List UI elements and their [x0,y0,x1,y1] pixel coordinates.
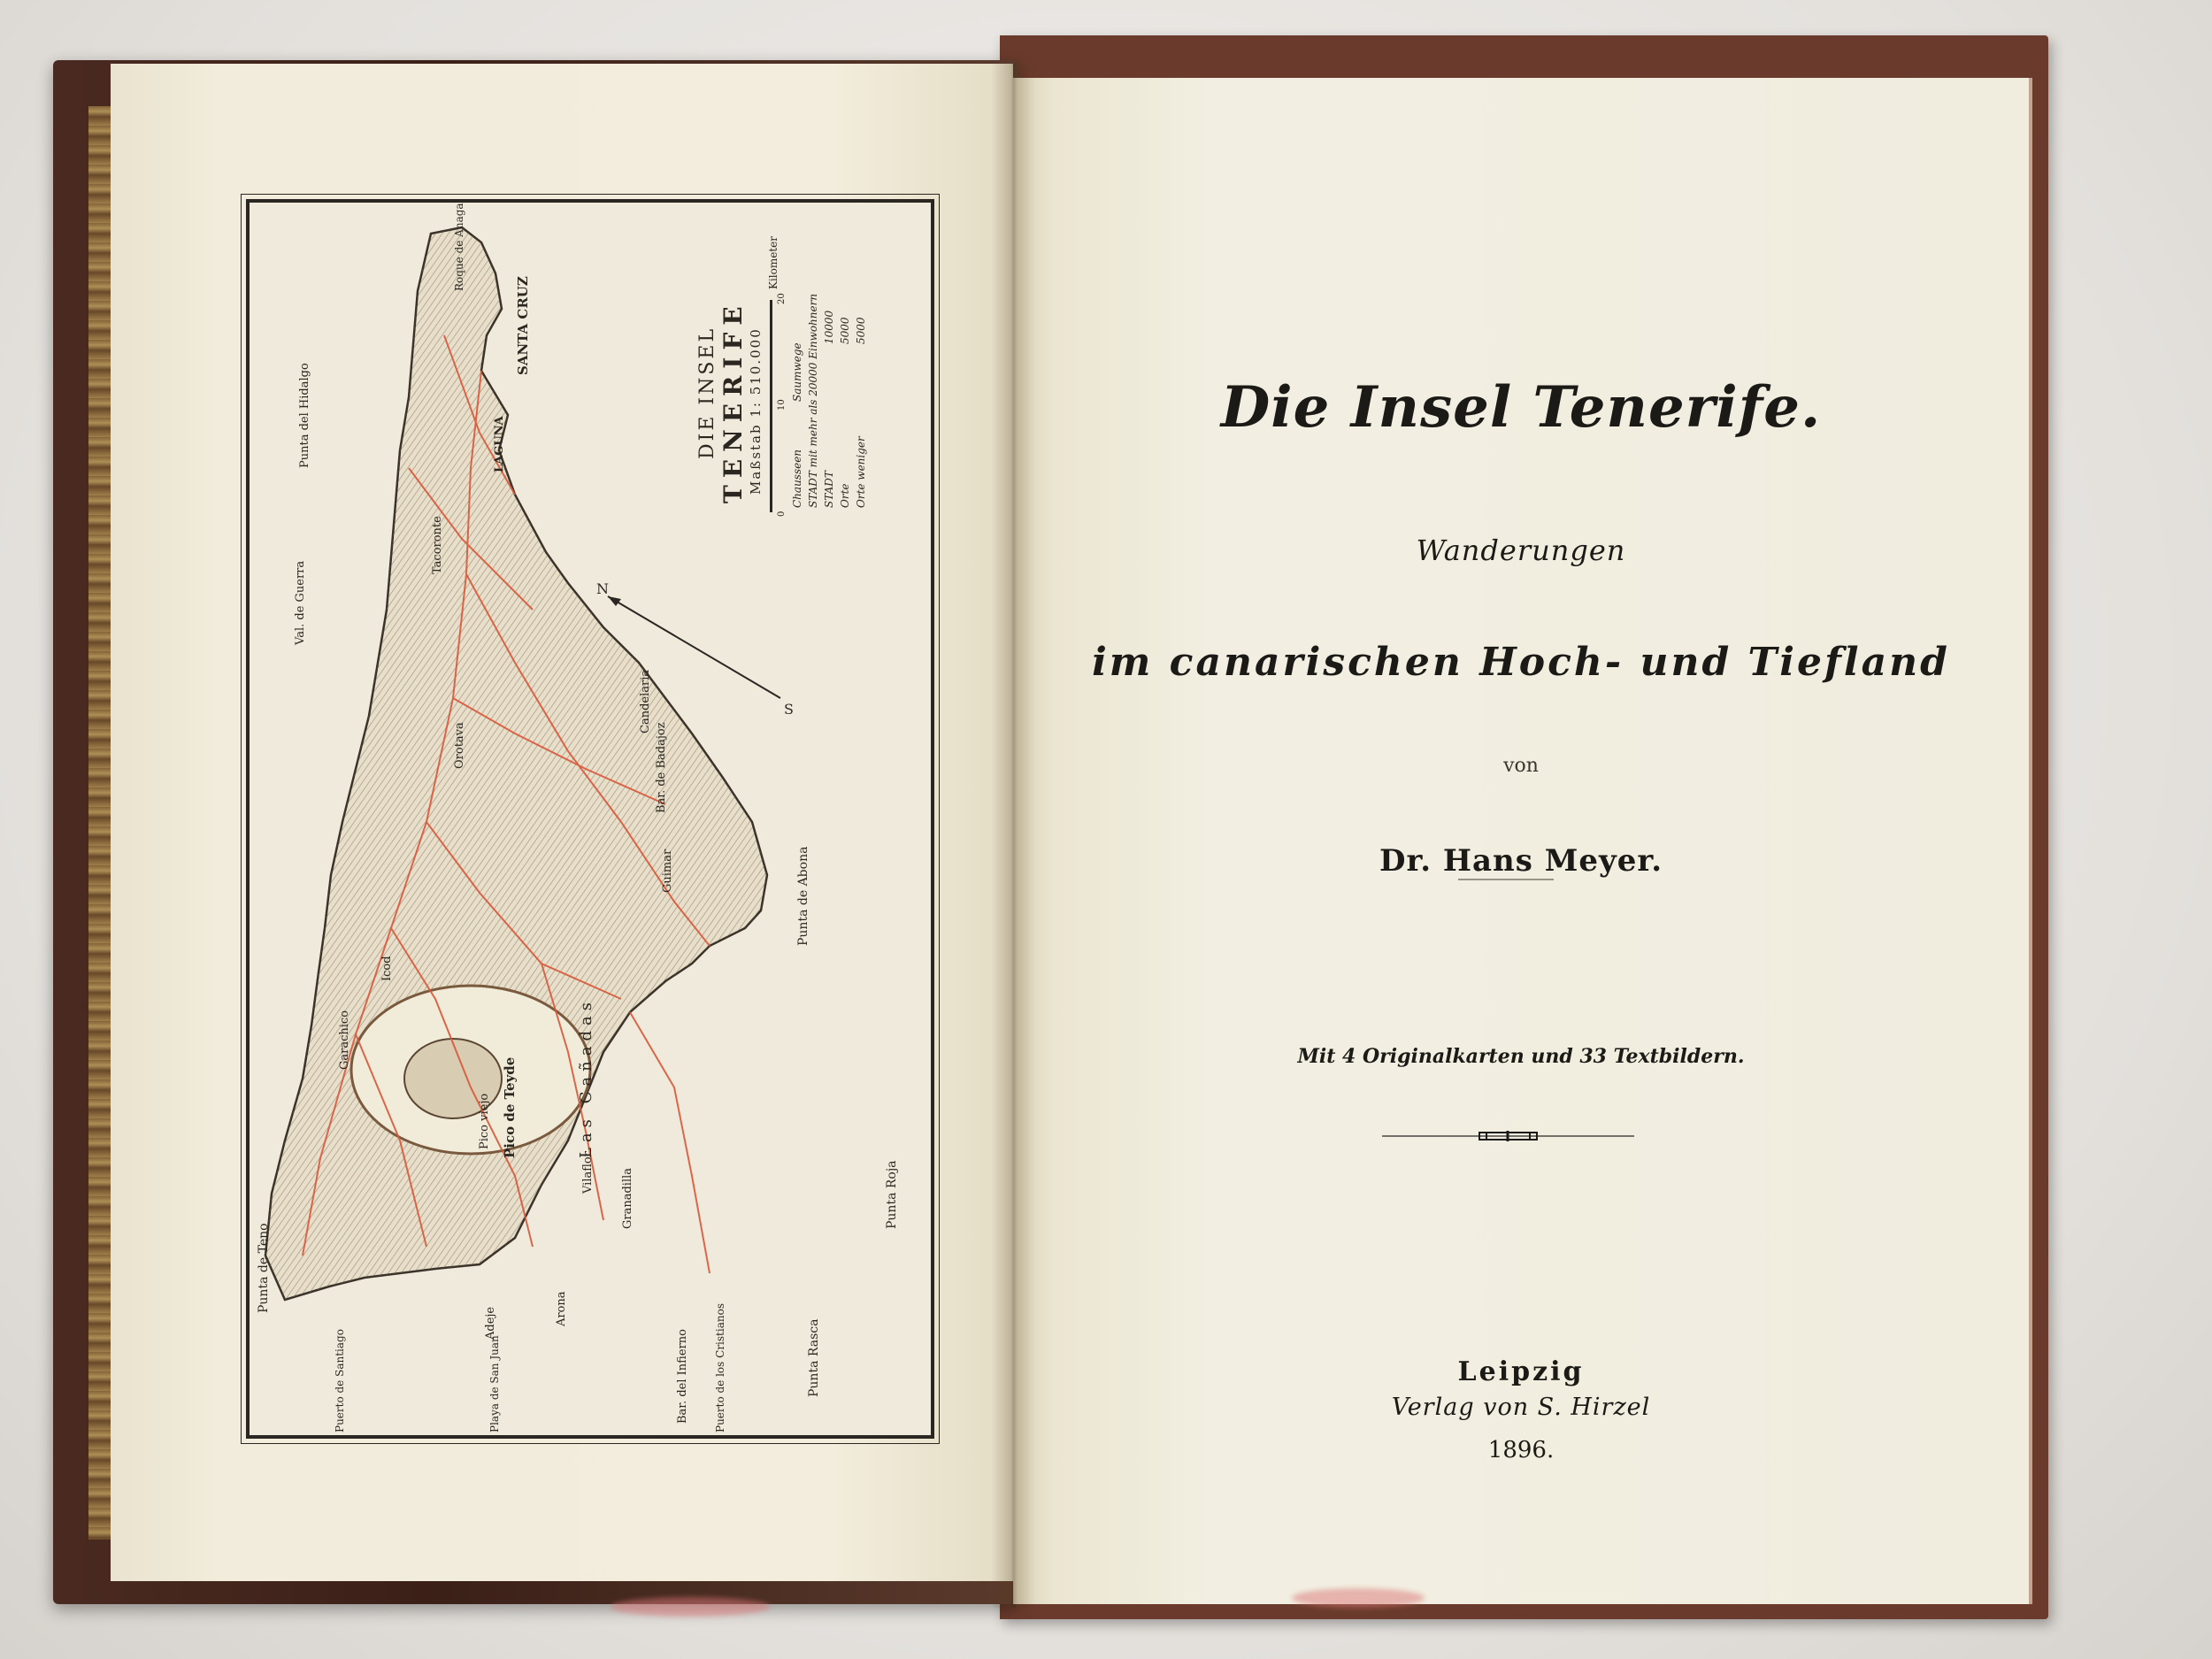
illustrations-note: Mit 4 Originalkarten und 33 Textbildern. [1297,1045,1745,1068]
label-punta-rasca: Punta Rasca [807,1318,821,1397]
label-laguna: LAGUNA [493,416,506,472]
scale-tick-20: 20 [777,293,787,304]
label-vilaflor: Vilaflor [581,1151,595,1194]
ornamental-rule [1382,1131,1634,1141]
legend-city-large: STADT mit mehr als 20000 Einwohnern [807,293,819,508]
book-subtitle-line-2: im canarischen Hoch- und Tiefland [1092,640,1950,685]
legend-town: Orte [839,483,851,508]
publication-city: Leipzig [1457,1356,1585,1387]
map-heading: DIE INSEL [696,326,718,459]
legend-city-small: STADT [823,471,835,508]
south-label: S [784,701,794,718]
title-page [1013,78,2032,1604]
legend-town-val: 5000 [839,317,851,344]
tenerife-map [246,199,934,1439]
map-scale-unit: Kilometer [767,235,780,289]
book-gutter [991,64,1035,1608]
label-arona: Arona [555,1291,568,1326]
book-subtitle-line-1: Wanderungen [1416,534,1626,567]
label-adeje: Adeje [484,1306,497,1340]
paper-stain [1292,1588,1425,1608]
legend-roads-mule: Saumwege [791,342,803,402]
label-anaga: Roque de Anaga [453,203,465,291]
divider-rule [1458,879,1554,880]
by-line: von [1503,755,1539,777]
label-garachico: Garachico [338,1010,351,1070]
label-guimar: Guimar [661,849,674,893]
label-punta-roja: Punta Roja [885,1160,899,1229]
north-label: N [596,580,609,597]
legend-village-val: 5000 [855,317,867,344]
map-scale: Maßstab 1: 510.000 [748,327,764,495]
label-pico-viejo: Pico viejo [478,1093,491,1149]
label-candelaria: Candelaria [639,669,652,733]
label-playa-san-juan: Playa de San Juan [488,1335,501,1432]
label-pico-teyde: Pico de Teyde [502,1056,518,1158]
publisher: Verlag von S. Hirzel [1391,1394,1651,1421]
label-las-canadas: Las Cañadas [577,997,595,1158]
map-drawing [250,203,931,1435]
label-tacoronte: Tacoronte [431,516,444,574]
label-santa-cruz: SANTA CRUZ [515,276,531,375]
label-icod: Icod [380,956,394,981]
book-title: Die Insel Tenerife. [1220,374,1822,441]
legend-city-small-val: 10000 [823,310,835,344]
label-punta-hidalgo: Punta del Hidalgo [298,363,311,468]
label-orotava: Orotava [453,722,466,769]
publication-year: 1896. [1487,1437,1555,1463]
paper-stain [611,1597,770,1617]
label-bar-badajoz: Bar. de Badajoz [655,722,668,813]
scale-tick-10: 10 [777,399,787,411]
label-granadilla: Granadilla [621,1167,634,1229]
label-punta-abona: Punta de Abona [796,846,810,946]
scale-bar [770,300,772,512]
legend-roads-main: Chausseen [791,449,803,508]
label-bar-infierno: Bar. del Infierno [676,1329,689,1424]
legend-village: Orte weniger [855,436,867,508]
label-puerto-cristianos: Puerto de los Cristianos [714,1303,726,1432]
label-puerto-santiago: Puerto de Santiago [334,1329,346,1432]
label-val-guerra: Val. de Guerra [294,560,307,645]
label-punta-teno: Punta de Teno [257,1223,271,1313]
book-author: Dr. Hans Meyer. [1379,843,1663,879]
map-island-name: TENERIFE [718,299,748,503]
scale-tick-0: 0 [777,511,787,517]
